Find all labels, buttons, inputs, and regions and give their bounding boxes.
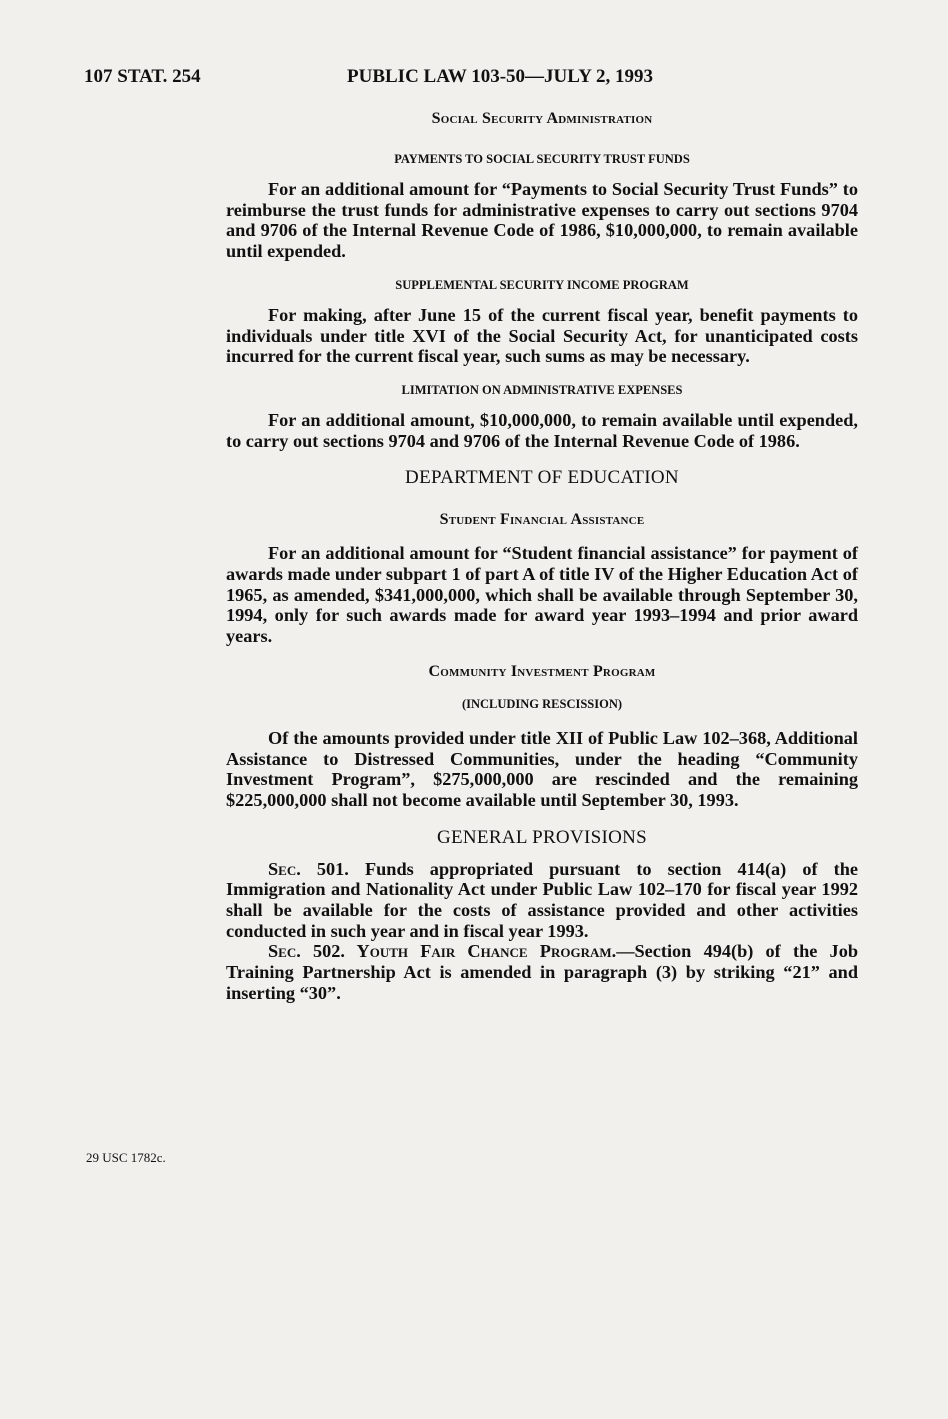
statute-page-number: 107 STAT. 254 (84, 66, 201, 87)
general-provisions-heading: GENERAL PROVISIONS (436, 826, 647, 848)
document-body (226, 110, 858, 1004)
section-502-text: —Section 494(b) of the Job Training Partnership Act is amended in paragraph (3) by striking “21” and inserting “30”. (226, 941, 859, 1003)
ssa-heading: Social Security Administration (431, 110, 653, 127)
trust-funds-heading: PAYMENTS TO SOCIAL SECURITY TRUST FUNDS (394, 152, 690, 166)
admin-expenses-paragraph: For an additional amount, $10,000,000, to remain available until expended, to carry out sections 9704 and 9706 of the Internal Revenue Code of 1986. (226, 409, 858, 451)
public-law-header: PUBLIC LAW 103-50—JULY 2, 1993 (347, 66, 653, 87)
student-aid-paragraph: For an additional amount for “Student financial assistance” for payment of awards made under subpart 1 of part A of title IV of the Higher Education Act of 1965, as amended, $341,000,000, which shall be available through September 30, 1994, only for such awards made for award year 1993–1994 and prior award years. (226, 543, 858, 647)
section-501-label: Sec. 501. (268, 858, 349, 879)
margin-citation: 29 USC 1782c. (86, 1150, 166, 1165)
section-502 (226, 941, 858, 1003)
admin-expenses-heading: LIMITATION ON ADMINISTRATIVE EXPENSES (401, 382, 683, 397)
ssi-paragraph: For making, after June 15 of the current fiscal year, benefit payments to individuals under title XVI of the Social Security Act, for unanticipated costs incurred for the current fiscal year, such sums as may be necessary. (226, 304, 858, 367)
section-501 (226, 859, 858, 942)
community-investment-paragraph: Of the amounts provided under title XII of Public Law 102–368, Additional Assistance to Distressed Communities, under the heading “Community Investment Program”, $275,000,000 are rescinded and the remaining $225,000,000 shall not become available until September 30, 1993. (226, 727, 858, 810)
section-501-text: Funds appropriated pursuant to section 414(a) of the Immigration and Nationality Act under Public Law 102–170 for fiscal year 1992 shall be available for the costs of assistance provided and other activities conducted in such year and in fiscal year 1993. (226, 858, 859, 941)
student-aid-heading: Student Financial Assistance (439, 511, 645, 529)
trust-funds-paragraph: For an additional amount for “Payments to Social Security Trust Funds” to reimburse the trust funds for administrative expenses to carry out sections 9704 and 9706 of the Internal Revenue Code of 1986, $10,000,000, to remain available until expended. (226, 179, 858, 262)
ssi-heading: SUPPLEMENTAL SECURITY INCOME PROGRAM (395, 277, 689, 292)
section-502-label: Sec. 502. (268, 941, 345, 962)
section-502-title: Youth Fair Chance Program. (345, 941, 617, 962)
community-investment-heading: Community Investment Program (428, 662, 656, 680)
rescission-subheading: (INCLUDING RESCISSION) (461, 696, 623, 711)
education-department-heading: DEPARTMENT OF EDUCATION (405, 467, 679, 489)
